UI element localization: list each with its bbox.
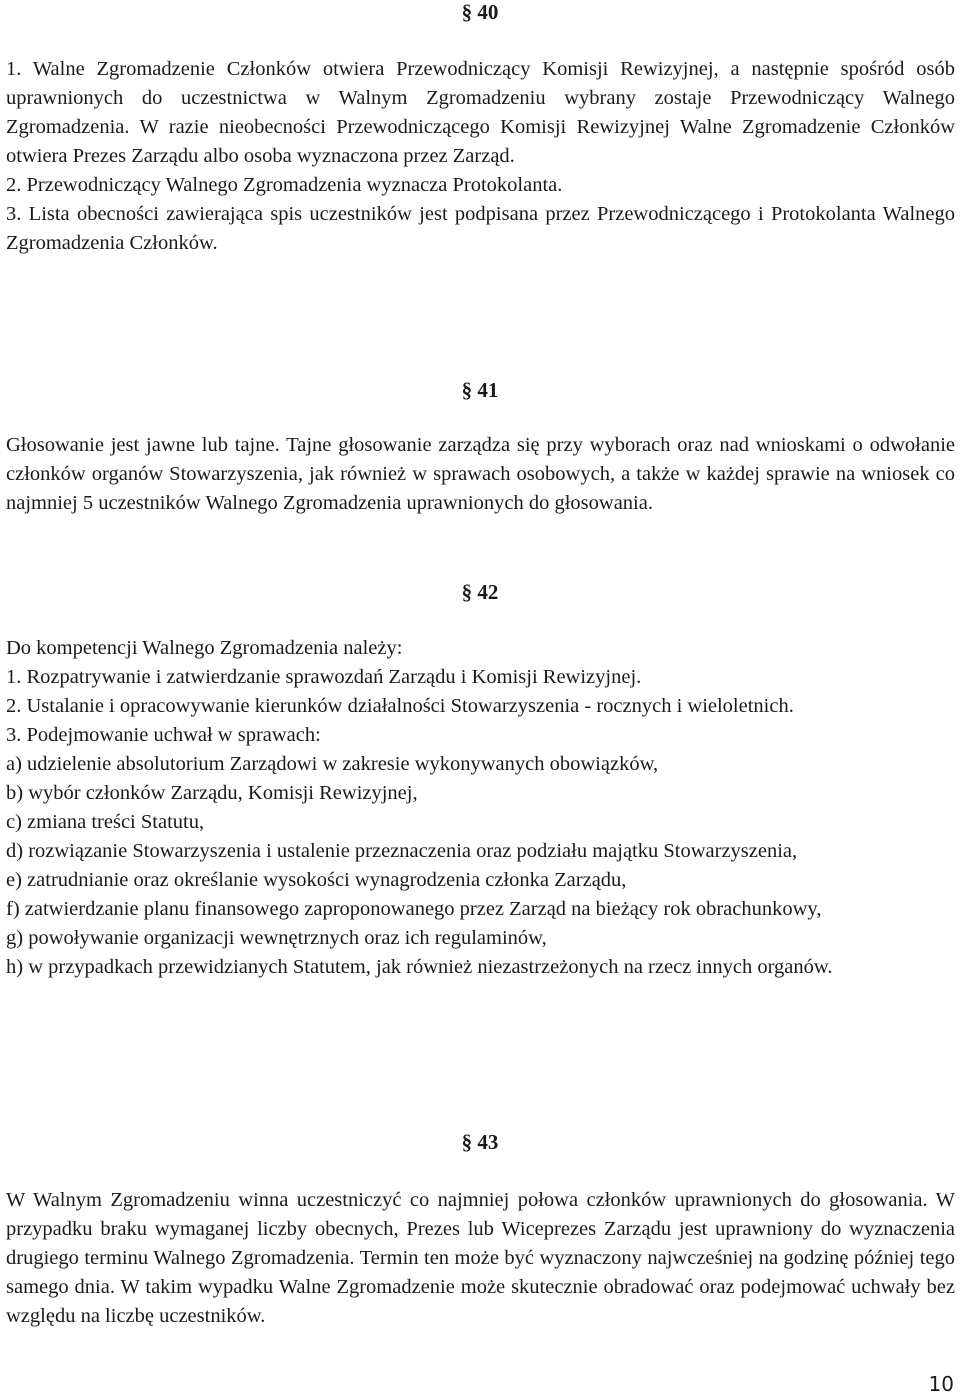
section-42-item-3: 3. Podejmowanie uchwał w sprawach:	[6, 724, 321, 746]
section-40-heading: § 40	[461, 0, 499, 24]
section-42-item-1: 1. Rozpatrywanie i zatwierdzanie sprawozdań Zarządu i Komisji Rewizyjnej.	[6, 666, 642, 688]
section-40-body	[6, 55, 955, 258]
section-42-item-f: f) zatwierdzanie planu finansowego zaproponowanego przez Zarząd na bieżący rok obrachunkowy,	[6, 898, 822, 920]
section-42-heading: § 42	[461, 580, 499, 604]
section-42-intro: Do kompetencji Walnego Zgromadzenia należy:	[6, 637, 403, 659]
section-42-item-h: h) w przypadkach przewidzianych Statutem, jak również niezastrzeżonych na rzecz innych organów.	[6, 956, 833, 978]
section-43-heading: § 43	[461, 1130, 499, 1154]
section-42-body	[6, 634, 955, 982]
section-41-paragraph-1: Głosowanie jest jawne lub tajne. Tajne głosowanie zarządza się przy wyborach oraz nad wnioskami o odwołanie członków organów Stowarzyszenia, jak również w sprawach osobowych, a także w każdej sprawie na wniosek co najmniej 5 uczestników Walnego Zgromadzenia uprawnionych do głosowania.	[6, 434, 955, 514]
section-42-item-b: b) wybór członków Zarządu, Komisji Rewizyjnej,	[6, 782, 418, 804]
section-42-item-d: d) rozwiązanie Stowarzyszenia i ustalenie przeznaczenia oraz podziału majątku Stowarzyszenia,	[6, 840, 798, 862]
section-42-item-e: e) zatrudnianie oraz określanie wysokości wynagrodzenia członka Zarządu,	[6, 869, 627, 891]
section-42-item-g: g) powoływanie organizacji wewnętrznych oraz ich regulaminów,	[6, 927, 547, 949]
section-40-paragraph-2: 2. Przewodniczący Walnego Zgromadzenia wyznacza Protokolanta.	[6, 174, 563, 196]
section-42-item-a: a) udzielenie absolutorium Zarządowi w zakresie wykonywanych obowiązków,	[6, 753, 659, 775]
page-number: 10	[928, 1372, 954, 1396]
section-41-heading: § 41	[461, 378, 499, 402]
section-42-item-2: 2. Ustalanie i opracowywanie kierunków działalności Stowarzyszenia - rocznych i wieloletnich.	[6, 695, 794, 717]
section-40-paragraph-3: 3. Lista obecności zawierająca spis uczestników jest podpisana przez Przewodniczącego i Protokolanta Walnego Zgromadzenia Członków.	[6, 203, 955, 254]
section-43-paragraph-1: W Walnym Zgromadzeniu winna uczestniczyć co najmniej połowa członków uprawnionych do głosowania. W przypadku braku wymaganej liczby obecnych, Prezes lub Wiceprezes Zarządu jest uprawniony do wyznaczenia drugiego terminu Walnego Zgromadzenia. Termin ten może być wyznaczony najwcześniej na godzinę później tego samego dnia. W takim wypadku Walne Zgromadzenie może skutecznie obradować oraz podejmować uchwały bez względu na liczbę uczestników.	[6, 1189, 955, 1327]
section-40-paragraph-1: 1. Walne Zgromadzenie Członków otwiera Przewodniczący Komisji Rewizyjnej, a następnie spośród osób uprawnionych do uczestnictwa w Walnym Zgromadzeniu wybrany zostaje Przewodniczący Walnego Zgromadzenia. W razie nieobecności Przewodniczącego Komisji Rewizyjnej Walne Zgromadzenie Członków otwiera Prezes Zarządu albo osoba wyznaczona przez Zarząd.	[6, 58, 955, 167]
section-42-item-c: c) zmiana treści Statutu,	[6, 811, 205, 833]
section-43-body	[6, 1186, 955, 1331]
section-41-body	[6, 431, 955, 518]
